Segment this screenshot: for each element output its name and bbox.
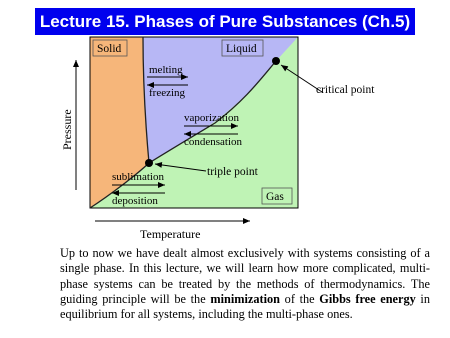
critical-point-label: critical point (316, 84, 375, 96)
x-axis-label: Temperature (140, 227, 201, 241)
critical-point-dot (272, 57, 280, 65)
liquid-label: Liquid (226, 43, 257, 55)
triple-point-label: triple point (207, 166, 258, 178)
sublimation-label: sublimation (112, 171, 164, 183)
y-axis-label: Pressure (60, 109, 74, 150)
solid-label: Solid (97, 43, 122, 55)
melting-label: melting (149, 64, 183, 76)
page-title: Lecture 15. Phases of Pure Substances (Ch.5) (35, 8, 415, 35)
paragraph-text-2: of the (280, 291, 320, 306)
triple-point-dot (145, 159, 153, 167)
condensation-label: condensation (184, 136, 243, 148)
paragraph-emphasis-minimization: minimization (210, 291, 281, 306)
paragraph-emphasis-gibbs: Gibbs free energy (319, 291, 416, 306)
freezing-label: freezing (149, 87, 186, 99)
vaporization-label: vaporization (184, 112, 239, 124)
gas-label: Gas (266, 191, 284, 203)
deposition-label: deposition (112, 195, 158, 207)
intro-paragraph (60, 246, 430, 322)
paragraph-text-3: in equilibrium for all systems, including the multi-phase ones. (60, 291, 430, 322)
paragraph-text-1: Up to now we have dealt almost exclusively with systems consisting of a single phase. In this lecture, we will learn how more complicated, multi-phase systems can be treated by the methods of thermodynamics. The guiding principle will be the (60, 246, 430, 306)
